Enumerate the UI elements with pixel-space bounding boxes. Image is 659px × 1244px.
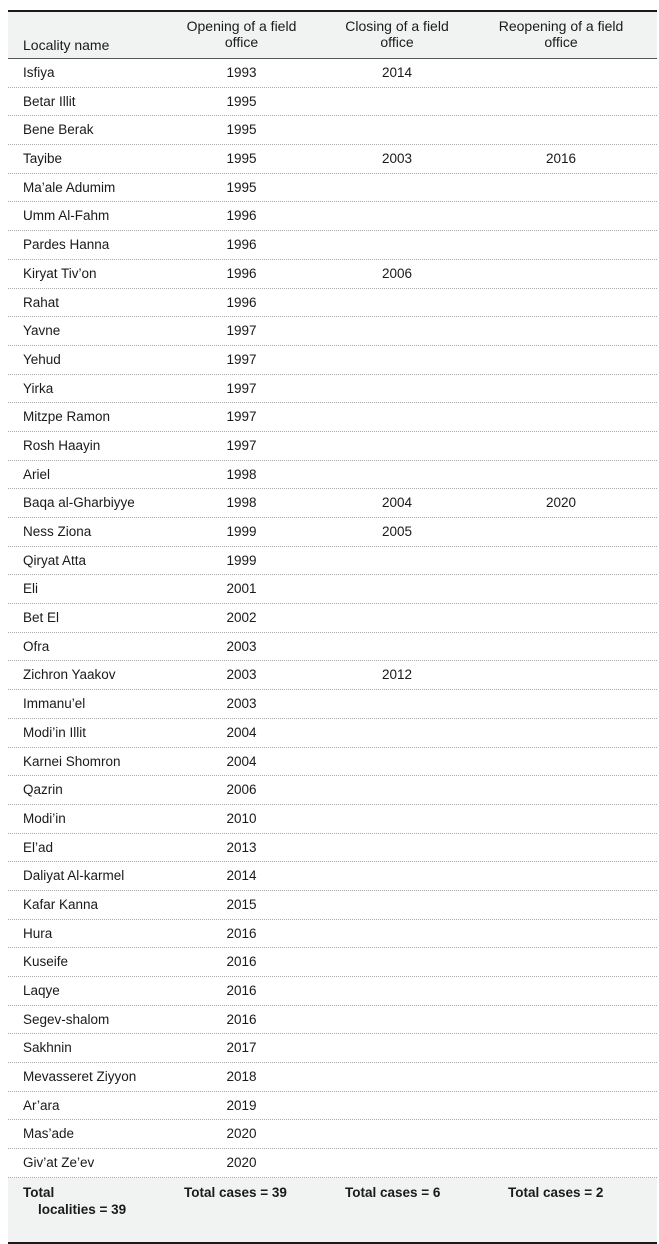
reopening-cell (494, 174, 628, 202)
opening-cell: 2013 (226, 839, 257, 855)
reopening-cell (494, 920, 628, 948)
closing-cell (333, 1063, 461, 1091)
reopening-cell (494, 1092, 628, 1120)
closing-cell: 2014 (381, 65, 413, 80)
locality-cell: Segev-shalom (23, 1011, 110, 1027)
locality-cell: Ness Ziona (23, 524, 92, 539)
closing-cell (333, 317, 461, 345)
reopening-cell (494, 317, 628, 345)
table-row (8, 289, 657, 318)
locality-cell: Qazrin (23, 782, 63, 798)
reopening-cell (494, 547, 628, 575)
reopening-cell: 2016 (545, 151, 577, 167)
reopening-cell (494, 891, 628, 919)
closing-cell (333, 834, 461, 862)
closing-cell (333, 116, 461, 144)
reopening-cell (494, 748, 628, 776)
locality-cell: Kiryat Tiv’on (23, 265, 97, 281)
closing-cell (333, 202, 461, 230)
opening-cell: 1996 (226, 294, 257, 310)
locality-cell: Mevasseret Ziyyon (23, 1069, 137, 1085)
locality-cell: Modi’in Illit (23, 724, 87, 740)
reopening-cell (494, 116, 628, 144)
table-row (8, 661, 657, 690)
table-row (8, 690, 657, 719)
reopening-cell (494, 575, 628, 603)
locality-cell: Isfiya (23, 65, 55, 80)
locality-cell: Ariel (23, 466, 51, 482)
locality-cell: Zichron Yaakov (23, 667, 116, 683)
reopening-cell (494, 776, 628, 804)
reopening-cell (494, 1006, 628, 1034)
table-row (8, 920, 657, 949)
closing-cell (333, 432, 461, 460)
reopening-cell (494, 604, 628, 632)
footer-total-localities (23, 1184, 126, 1218)
locality-cell: El’ad (23, 839, 54, 855)
locality-cell: Sakhnin (23, 1040, 72, 1056)
opening-cell: 1997 (226, 351, 257, 367)
table-footer (8, 1178, 657, 1244)
locality-cell: Rosh Haayin (23, 437, 101, 453)
table-row (8, 260, 657, 289)
table-row (8, 1092, 657, 1121)
footer-total-reopening: Total cases = 2 (508, 1184, 604, 1200)
table-row (8, 748, 657, 777)
table-header (8, 12, 657, 59)
opening-cell: 1995 (226, 179, 257, 195)
opening-cell: 1998 (226, 466, 257, 482)
closing-cell: 2004 (381, 495, 413, 511)
locality-cell: Bene Berak (23, 122, 94, 138)
locality-cell: Ar’ara (23, 1097, 60, 1113)
closing-cell (333, 1006, 461, 1034)
opening-cell: 1996 (226, 237, 257, 253)
opening-cell: 1996 (226, 208, 257, 224)
table-row (8, 317, 657, 346)
closing-cell: 2003 (381, 151, 413, 167)
table-row (8, 403, 657, 432)
closing-cell (333, 1149, 461, 1177)
closing-cell (333, 633, 461, 661)
locality-cell: Immanu’el (23, 696, 86, 712)
closing-cell: 2006 (381, 265, 413, 281)
closing-cell (333, 461, 461, 489)
locality-cell: Ma’ale Adumim (23, 179, 116, 195)
reopening-cell (494, 88, 628, 116)
table-row (8, 1034, 657, 1063)
reopening-cell (494, 403, 628, 431)
table-row (8, 633, 657, 662)
opening-cell: 1999 (226, 552, 257, 568)
opening-cell: 1993 (226, 65, 257, 80)
table-row (8, 174, 657, 203)
reopening-cell (494, 432, 628, 460)
table-body (8, 59, 657, 1178)
reopening-cell (494, 260, 628, 288)
table-row (8, 1149, 657, 1178)
reopening-cell (494, 690, 628, 718)
closing-cell (333, 289, 461, 317)
reopening-cell (494, 59, 628, 87)
opening-cell: 2020 (226, 1155, 257, 1171)
opening-cell: 2019 (226, 1097, 257, 1113)
reopening-cell (494, 719, 628, 747)
locality-cell: Mitzpe Ramon (23, 409, 111, 425)
table-row (8, 547, 657, 576)
opening-cell: 2016 (226, 983, 257, 998)
reopening-cell (494, 1034, 628, 1062)
field-office-table (8, 10, 657, 1244)
header-reopening: Reopening of a field office (498, 18, 624, 50)
closing-cell (333, 575, 461, 603)
opening-cell: 2018 (226, 1069, 257, 1085)
opening-cell: 1997 (226, 323, 257, 339)
opening-cell: 2003 (226, 667, 257, 683)
table-row (8, 891, 657, 920)
locality-cell: Umm Al-Fahm (23, 208, 110, 224)
table-row (8, 461, 657, 490)
closing-cell (333, 1034, 461, 1062)
opening-cell: 1997 (226, 437, 257, 453)
table-row (8, 834, 657, 863)
closing-cell (333, 346, 461, 374)
locality-cell: Modi’in (23, 810, 66, 826)
reopening-cell (494, 661, 628, 689)
table-row (8, 346, 657, 375)
opening-cell: 1997 (226, 409, 257, 425)
table-row (8, 604, 657, 633)
opening-cell: 2003 (226, 696, 257, 712)
closing-cell (333, 862, 461, 890)
closing-cell (333, 88, 461, 116)
closing-cell (333, 776, 461, 804)
reopening-cell (494, 375, 628, 403)
opening-cell: 2020 (226, 1126, 257, 1142)
footer-total-opening: Total cases = 39 (184, 1184, 287, 1200)
locality-cell: Qiryat Atta (23, 552, 87, 568)
locality-cell: Daliyat Al-karmel (23, 868, 125, 884)
opening-cell: 1995 (226, 93, 257, 109)
footer-total-localities-line2: localities = 39 (38, 1201, 127, 1217)
reopening-cell: 2020 (545, 495, 577, 511)
locality-cell: Yirka (23, 380, 54, 396)
reopening-cell (494, 977, 628, 1005)
locality-cell: Kuseife (23, 954, 69, 970)
table-row (8, 231, 657, 260)
closing-cell (333, 604, 461, 632)
reopening-cell (494, 862, 628, 890)
table-row (8, 776, 657, 805)
table-row (8, 805, 657, 834)
table-row (8, 1063, 657, 1092)
closing-cell (333, 748, 461, 776)
reopening-cell (494, 1149, 628, 1177)
header-closing: Closing of a field office (345, 18, 449, 50)
locality-cell: Rahat (23, 294, 60, 310)
table-row (8, 977, 657, 1006)
locality-cell: Kafar Kanna (23, 896, 99, 912)
closing-cell (333, 375, 461, 403)
locality-cell: Bet El (23, 610, 60, 626)
locality-cell: Betar Illit (23, 93, 76, 109)
table-row (8, 862, 657, 891)
closing-cell (333, 1092, 461, 1120)
reopening-cell (494, 633, 628, 661)
table-row (8, 202, 657, 231)
opening-cell: 2017 (226, 1040, 257, 1056)
locality-cell: Karnei Shomron (23, 753, 121, 769)
closing-cell (333, 403, 461, 431)
opening-cell: 2001 (226, 581, 257, 597)
opening-cell: 1995 (226, 122, 257, 138)
locality-cell: Pardes Hanna (23, 237, 110, 253)
footer-total-localities-line1: Total (23, 1184, 55, 1200)
closing-cell (333, 1120, 461, 1148)
locality-cell: Mas’ade (23, 1126, 75, 1142)
header-locality-name: Locality name (23, 37, 110, 53)
table-row (8, 432, 657, 461)
locality-cell: Eli (23, 581, 39, 597)
table-row (8, 1006, 657, 1035)
opening-cell: 2004 (226, 724, 257, 740)
reopening-cell (494, 202, 628, 230)
opening-cell: 1997 (226, 380, 257, 396)
reopening-cell (494, 948, 628, 976)
closing-cell (333, 719, 461, 747)
locality-cell: Baqa al-Gharbiyye (23, 495, 135, 511)
reopening-cell (494, 518, 628, 546)
opening-cell: 2002 (226, 610, 257, 626)
locality-cell: Hura (23, 925, 53, 941)
opening-cell: 2003 (226, 638, 257, 654)
locality-cell: Laqye (23, 983, 60, 998)
table-row (8, 145, 657, 174)
reopening-cell (494, 1063, 628, 1091)
opening-cell: 2016 (226, 1011, 257, 1027)
reopening-cell (494, 346, 628, 374)
table-row (8, 719, 657, 748)
locality-cell: Yehud (23, 351, 61, 367)
reopening-cell (494, 231, 628, 259)
locality-cell: Ofra (23, 638, 50, 654)
opening-cell: 2014 (226, 868, 257, 884)
closing-cell (333, 690, 461, 718)
opening-cell: 2006 (226, 782, 257, 798)
reopening-cell (494, 289, 628, 317)
header-opening: Opening of a field office (186, 18, 297, 50)
table-row (8, 489, 657, 518)
opening-cell: 2010 (226, 810, 257, 826)
closing-cell: 2005 (381, 524, 413, 539)
closing-cell (333, 977, 461, 1005)
closing-cell (333, 174, 461, 202)
table-row (8, 116, 657, 145)
closing-cell (333, 920, 461, 948)
reopening-cell (494, 805, 628, 833)
reopening-cell (494, 461, 628, 489)
opening-cell: 2016 (226, 925, 257, 941)
opening-cell: 1995 (226, 151, 257, 167)
closing-cell (333, 231, 461, 259)
opening-cell: 2015 (226, 896, 257, 912)
opening-cell: 1998 (226, 495, 257, 511)
locality-cell: Giv’at Ze’ev (23, 1155, 95, 1171)
table-row (8, 59, 657, 88)
reopening-cell (494, 834, 628, 862)
locality-cell: Yavne (23, 323, 61, 339)
footer-total-closing: Total cases = 6 (345, 1184, 441, 1200)
closing-cell (333, 948, 461, 976)
closing-cell (333, 547, 461, 575)
opening-cell: 1996 (226, 265, 257, 281)
locality-cell: Tayibe (23, 151, 63, 167)
opening-cell: 1999 (226, 524, 257, 539)
table-row (8, 518, 657, 547)
opening-cell: 2016 (226, 954, 257, 970)
table-row (8, 575, 657, 604)
closing-cell (333, 805, 461, 833)
closing-cell (333, 891, 461, 919)
table-row (8, 88, 657, 117)
closing-cell: 2012 (381, 667, 413, 683)
reopening-cell (494, 1120, 628, 1148)
opening-cell: 2004 (226, 753, 257, 769)
table-row (8, 948, 657, 977)
table-row (8, 375, 657, 404)
table-row (8, 1120, 657, 1149)
